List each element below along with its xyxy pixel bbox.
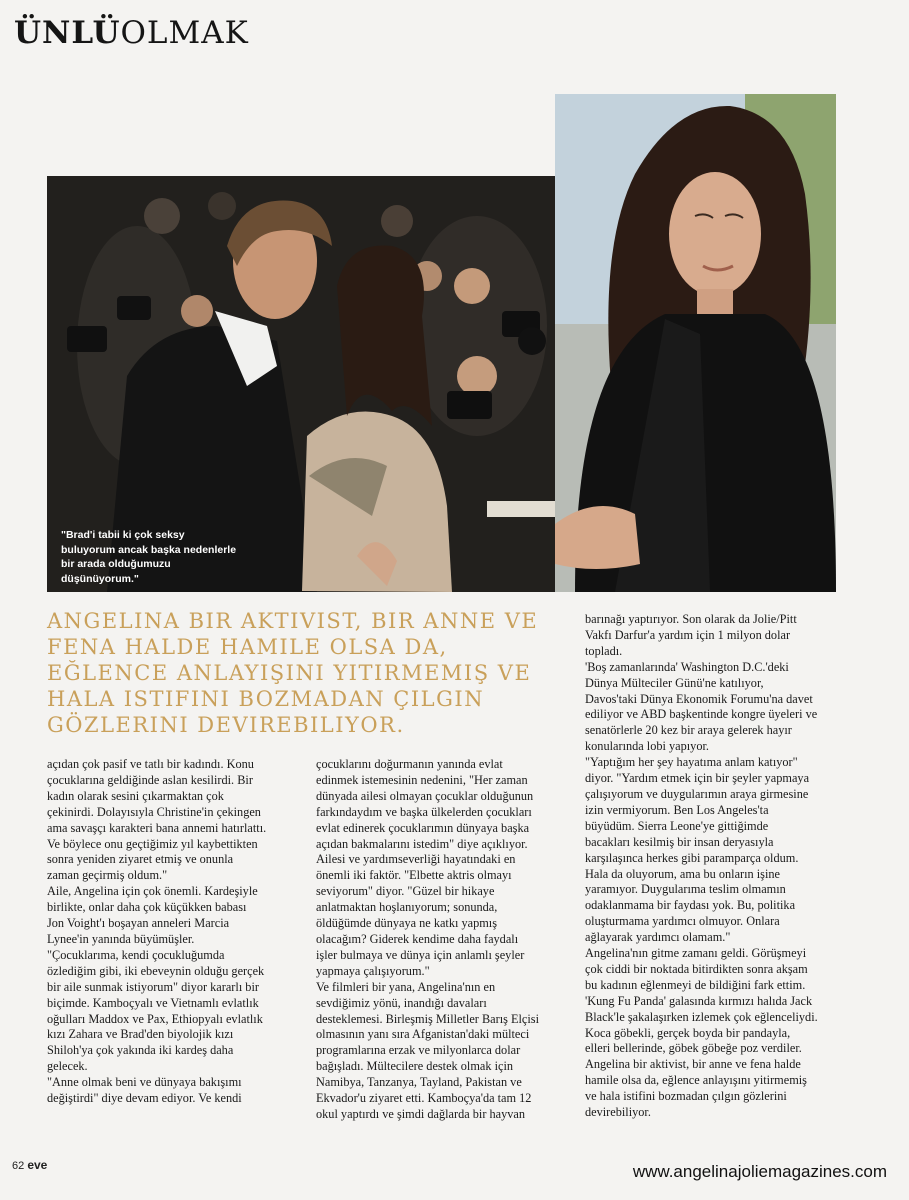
article-line: yapmaya çalışıyorum." (316, 963, 430, 978)
article-line: izin vermiyorum. Ben Los Angeles'ta (585, 802, 769, 817)
article-line: değiştirdi" diye devam ediyor. Ve kendi (47, 1091, 242, 1106)
article-line: Ve filmleri bir yana, Angelina'nın en (316, 979, 496, 994)
article-line: kadın olarak sesini çıkarmaktan çok (47, 788, 224, 803)
article-line: ama savaşçı karakteri bana annemi hatırlattı. (47, 820, 267, 835)
article-line: çalışıyorum ve duygularımın araya girmesine (585, 786, 809, 801)
article-line: işler bulmaya ve dünya için anlamlı şeyler (316, 947, 525, 962)
article-line: gelecek. (47, 1059, 88, 1074)
article-column-3 (585, 612, 837, 1121)
article-line: sevdiğimiz yönü, inandığı davaları (316, 995, 487, 1010)
article-line: açıdan bakmalarını istedim" diye açıklıyor. (316, 836, 528, 851)
article-line: çocuklarını doğurmanın yanında evlat (316, 757, 503, 771)
article-line: kızı Zahara ve Brad'den biyolojik kızı (47, 1027, 234, 1042)
article-line: 'Boş zamanlarında' Washington D.C.'deki (585, 659, 789, 674)
article-line: Hala da oluyorum, ama bu onların işine (585, 866, 780, 881)
pregnant-portrait-photo (555, 94, 836, 592)
article-line: Aile, Angelina için çok önemli. Kardeşiyle (47, 884, 258, 899)
article-line: edinmek istemesinin nedenini, "Her zaman (316, 772, 528, 787)
article-line: oğulları Maddox ve Pax, Ethiopyalı evlatlık (47, 1011, 263, 1026)
article-line: dünyada ailesi olmayan çocuklar olduğunun (316, 788, 534, 803)
article-line: Angelina'nın gitme zamanı geldi. Görüşmeyi (585, 946, 807, 961)
article-line: Lynee'in yanında büyümüşler. (47, 931, 195, 946)
article-line: 'Kung Fu Panda' galasında kırmızı halıda Jack (585, 993, 813, 1008)
article-line: ağlayarak yardımcı olamam." (585, 930, 731, 945)
article-line: bu kadının eğlenmeyi de bildiğini fark ettim. (585, 977, 806, 992)
article-line: öldüğümde dünyaya ne katkı yapmış (316, 916, 498, 931)
article-line: Dünya Mülteciler Günü'ne katılıyor, (585, 675, 764, 690)
article-line: Ailesi ve yardımseverliği hayatındaki en (316, 852, 516, 867)
article-line: bacakları kesilmiş bir insan deryasıyla (585, 834, 774, 849)
magazine-name: eve (27, 1158, 48, 1172)
article-line: Ve böylece onu geçtiğimiz yıl kaybettikten (47, 836, 258, 851)
header-light: OLMAK (120, 15, 249, 51)
article-line: sonra yeniden ziyaret etmiş ve onunla (47, 852, 234, 867)
article-line: Vakfı Darfur'a yardım için 1 milyon dolar (585, 627, 791, 642)
article-line: zaman geçirmiş oldum." (47, 868, 168, 883)
article-line: hamile olsa da, eğlence anlayışını yitirmemiş (585, 1073, 807, 1088)
article-line: desteklemesi. Birleşmiş Milletler Barış Elçisi (316, 1011, 540, 1026)
section-header (14, 15, 249, 51)
article-line: oluşturmama yardımcı olmuyor. Onlara (585, 914, 780, 929)
article-line: devirebiliyor. (585, 1105, 651, 1120)
article-line: diyor. "Yardım etmek için bir şeyler yapmaya (585, 771, 810, 786)
article-line: Koca göbekli, gerçek boyda bir pandayla, (585, 1025, 791, 1040)
article-line: Namibya, Tanzanya, Tayland, Pakistan ve (316, 1075, 522, 1090)
article-line: seviyorum" diyor. "Güzel bir hikaye (316, 884, 495, 899)
article-line: Ekvador'u ziyaret etti. Kamboçya'da tam 12 (316, 1091, 532, 1106)
article-line: yaramıyor. Duygularıma teslim olmamın (585, 882, 786, 897)
article-column-2 (316, 757, 566, 1123)
article-line: karşılaşınca herkes gibi paramparça oldum. (585, 850, 799, 865)
article-line: çekinirdi. Dolayısıyla Christine'in çekingen (47, 804, 261, 819)
article-line: çocuklarına geldiğinde aslan kesilirdi. Bir (47, 772, 253, 787)
article-line: "Yaptığım her şey hayatıma anlam katıyor" (585, 755, 798, 770)
article-line: evlat edinerek çocuklarımın dünyaya başka (316, 820, 530, 835)
article-line: bir aile sunmak istiyorum" diyor kararlı bir (47, 979, 259, 994)
article-line: Jon Voight'ı boşayan anneleri Marcia (47, 916, 230, 931)
article-column-1 (47, 757, 297, 1107)
article-line: programlarına erzak ve milyonlarca dolar (316, 1043, 521, 1058)
article-line: özlediğim gibi, iki ebeveynin olduğu gerçek (47, 963, 265, 978)
article-line: açıdan çok pasif ve tatlı bir kadındı. Konu (47, 757, 254, 771)
article-line: "Anne olmak beni ve dünyaya bakışımı (47, 1075, 242, 1090)
pull-quote: ANGELINA BIR AKTIVIST, BIR ANNE VE FENA HALDE HAMILE OLSA DA, EĞLENCE ANLAYIŞINI YITIRMEMIŞ VE HALA ISTIFINI BOZMADAN ÇILGIN GÖZLERINI DEVIREBILIYOR. (47, 609, 539, 737)
article-line: elleri bellerinde, göbek göbeğe poz verdiler. (585, 1041, 802, 1056)
page-number: 62 (12, 1160, 25, 1172)
article-line: odaklanmama bir faydası yok. Bu, politika (585, 898, 796, 913)
article-line: bağışladı. Mültecilere destek olmak için (316, 1059, 514, 1074)
article-line: çok ciddi bir noktada bitirdikten sonra akşam (585, 961, 808, 976)
article-line: önemli iki faktör. "Elbette aktris olmayı (316, 868, 512, 883)
article-line: ediliyor ve ABD başkentinde kongre üyeleri ve (585, 707, 818, 722)
article-line: Angelina bir aktivist, bir anne ve fena halde (585, 1057, 801, 1072)
article-line: olacağım? Giderek kendime daha faydalı (316, 931, 519, 946)
portrait-illustration (555, 94, 836, 592)
article-line: anlatmaktan hoşlanıyorum; sonunda, (316, 900, 498, 915)
article-line: "Çocuklarıma, kendi çocukluğumda (47, 947, 225, 962)
photo-caption: "Brad'i tabii ki çok seksy buluyorum ancak başka nedenlerle bir arada olduğumuzu düşünüyorum." (61, 529, 237, 585)
red-carpet-photo (47, 176, 555, 592)
article-line: topladı. (585, 643, 623, 658)
page-folio (12, 1158, 47, 1172)
article-line: okul yaptırdı ve şimdi dağlarda bir hayvan (316, 1106, 525, 1121)
article-line: Black'le şakalaşırken izlemek çok eğlenceliydi. (585, 1009, 818, 1024)
article-line: Shiloh'ya çok yakında iki kardeş daha (47, 1043, 234, 1058)
article-line: farkındaydım ve başka ülkelerden çocukları (316, 804, 532, 819)
article-line: konularında lobi yapıyor. (585, 739, 709, 754)
article-line: Davos'taki Dünya Ekonomik Forumu'na davet (585, 691, 813, 706)
article-line: olmasının yanı sıra Afganistan'daki mülteci (316, 1027, 530, 1042)
article-line: birlikte, onlar daha çok küçükken babası (47, 900, 247, 915)
article-line: biçimde. Kamboçyalı ve Vietnamlı evlatlık (47, 995, 259, 1010)
website-url[interactable]: www.angelinajoliemagazines.com (632, 1162, 887, 1181)
article-line: büyüdüm. Sierra Leone'ye gittiğimde (585, 818, 769, 833)
header-bold: ÜNLÜ (14, 15, 121, 51)
article-line: senatörlerle 20 kez bir araya gelerek hayır (585, 723, 792, 738)
article-line: ve hala istifini bozmadan çılgın gözlerini (585, 1089, 787, 1104)
article-line: barınağı yaptırıyor. Son olarak da Jolie/Pitt (585, 612, 797, 626)
